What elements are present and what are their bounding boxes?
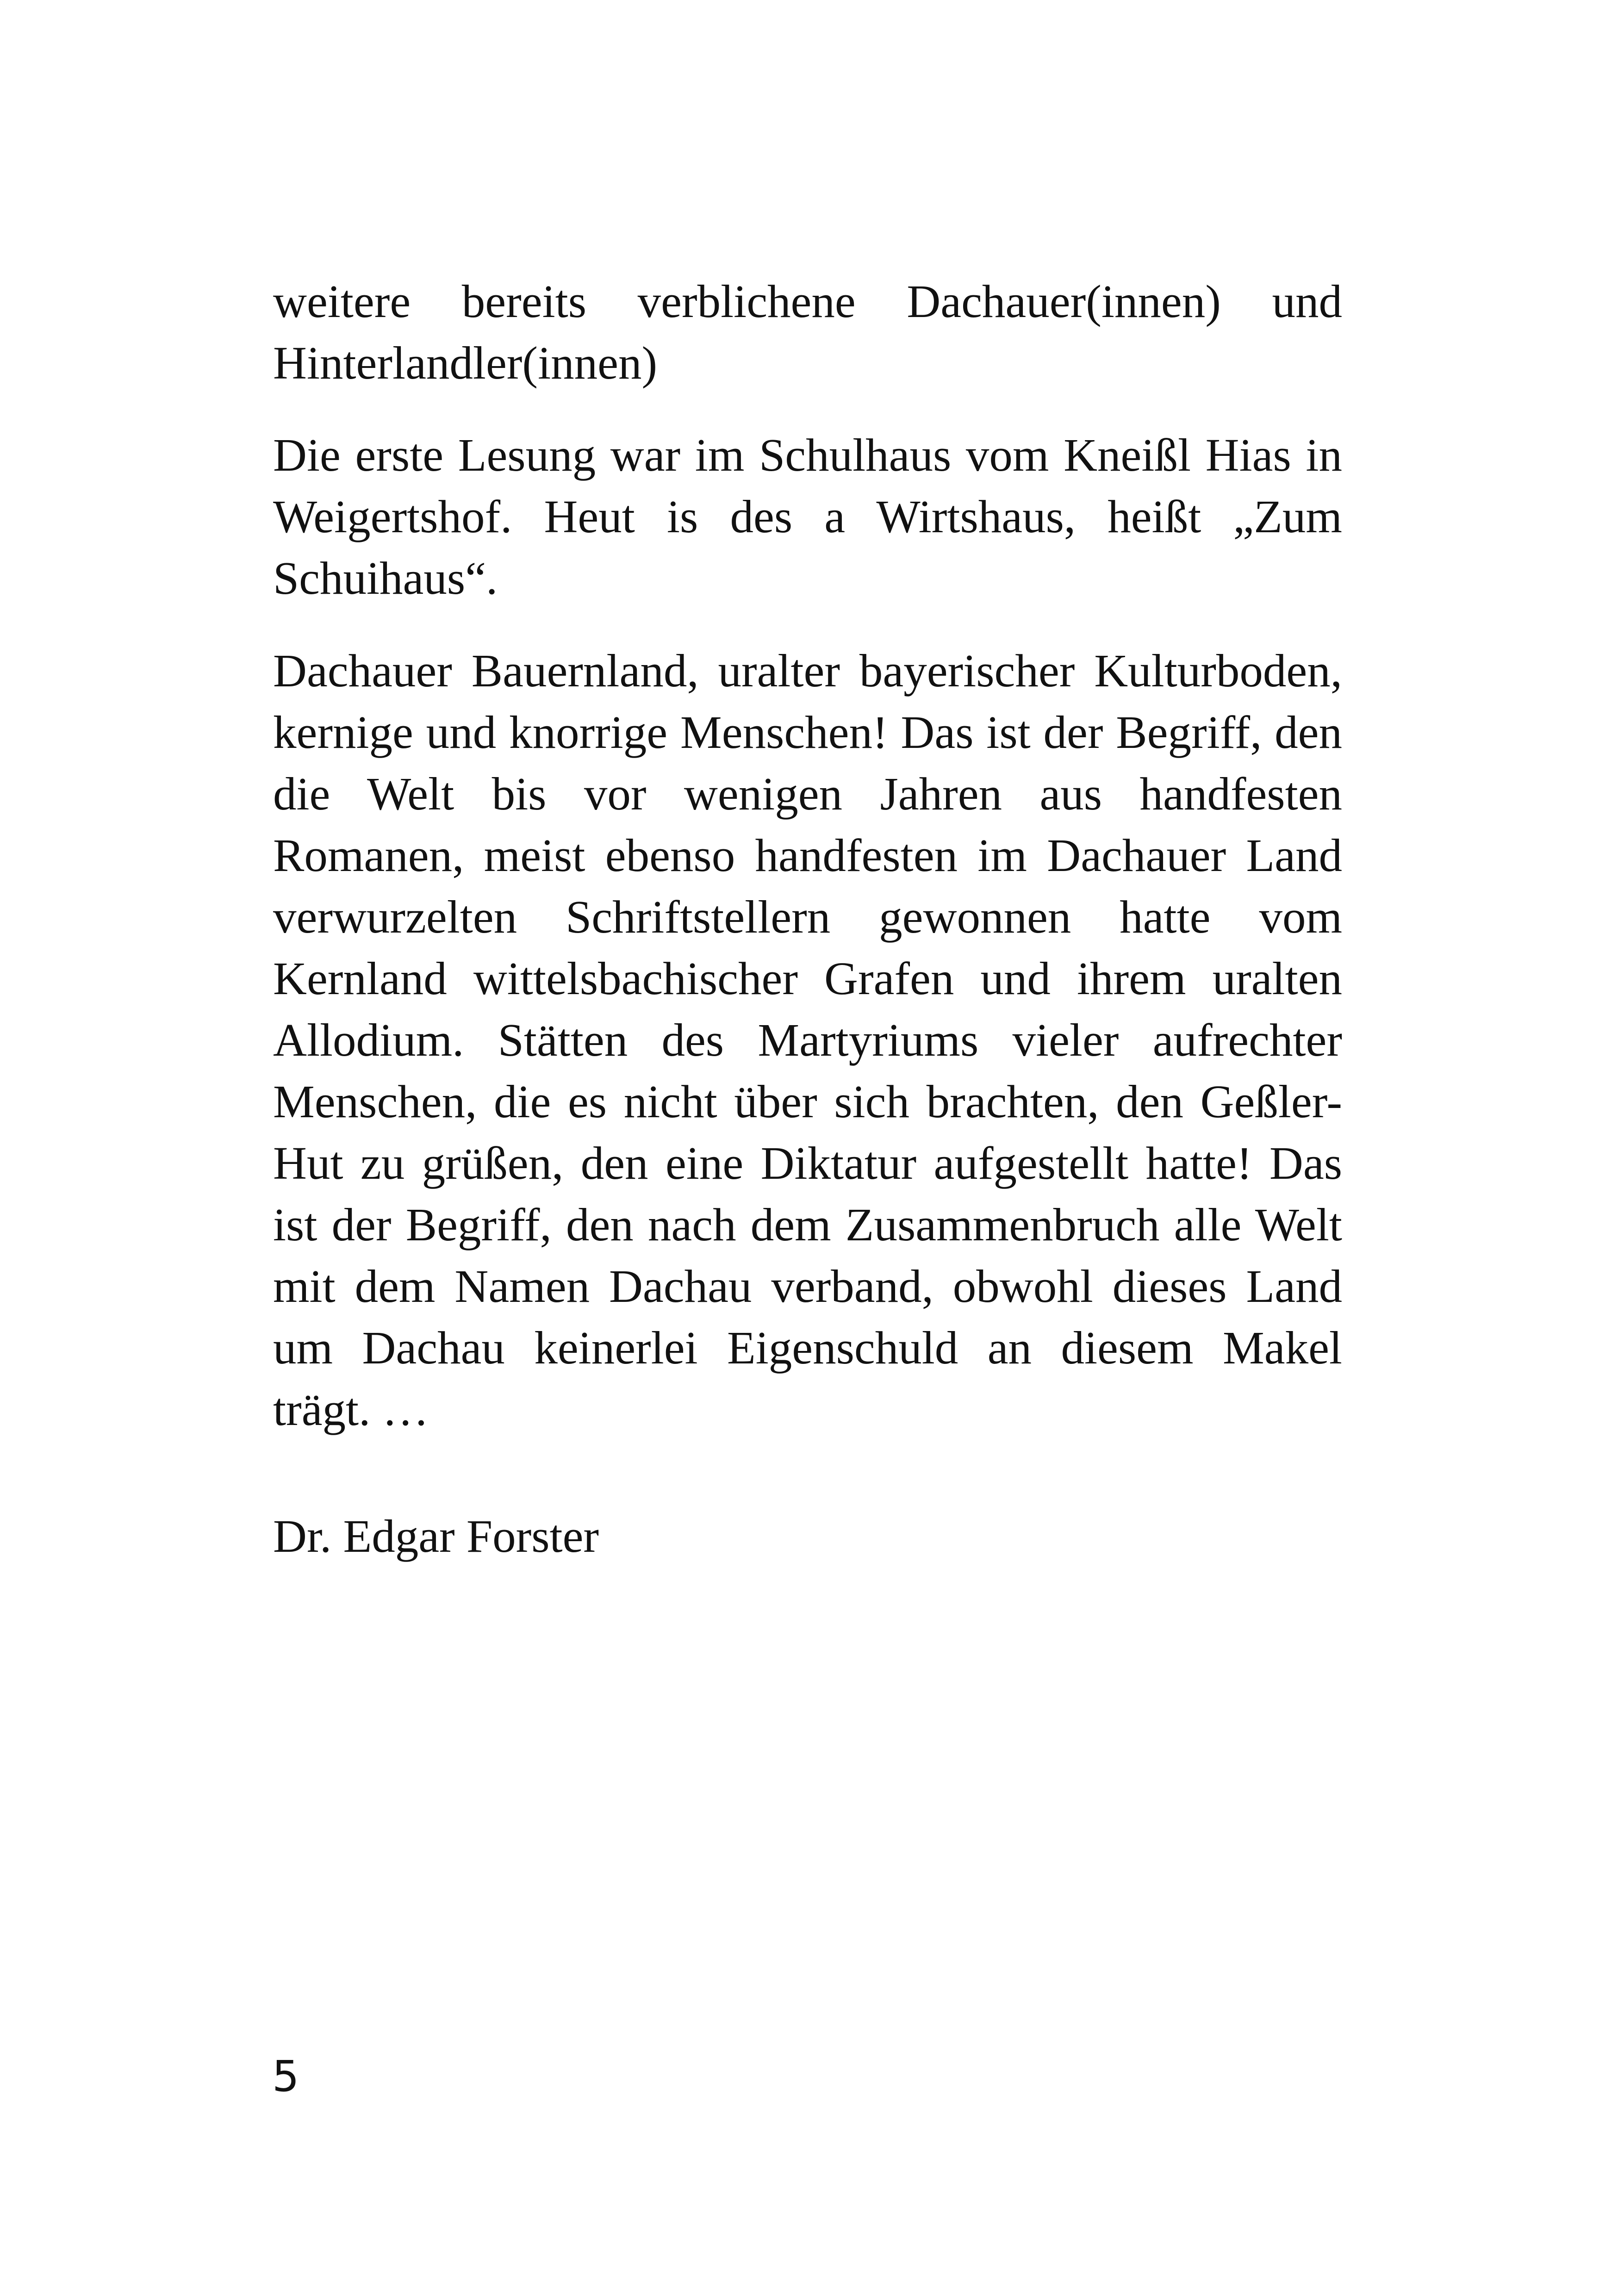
page-number: 5 [272,2052,299,2101]
author-signature: Dr. Edgar Forster [273,1510,599,1562]
paragraph-intro-list: weitere bereits verblichene Dachauer(innen) und Hinterlandler(innen) [273,275,1342,389]
paragraph-first-reading: Die erste Lesung war im Schulhaus vom Kneißl Hias in Weigertshof. Heut is des a Wirtshaus, heißt „Zum Schuihaus“. [273,429,1342,604]
paragraph-quote-dachau: Dachauer Bauernland, uralter bayerischer Kulturboden, kernige und knorrige Menschen! Das ist der Begriff, den die Welt bis vor wenigen Jahren aus handfesten Romanen, meist ebenso handfesten im Dachauer Land verwurzelten Schriftstellern gewonnen hatte vom Kernland wittelsbachischer Grafen und ihrem uralten Allodium. Stätten des Martyriums vieler aufrechter Menschen, die es nicht über sich brachten, den Geßler-Hut zu grüßen, den eine Diktatur aufgestellt hatte! Das ist der Begriff, den nach dem Zusammenbruch alle Welt mit dem Namen Dachau verband, obwohl dieses Land um Dachau keinerlei Eigenschuld an diesem Makel trägt. … [273,645,1342,1435]
